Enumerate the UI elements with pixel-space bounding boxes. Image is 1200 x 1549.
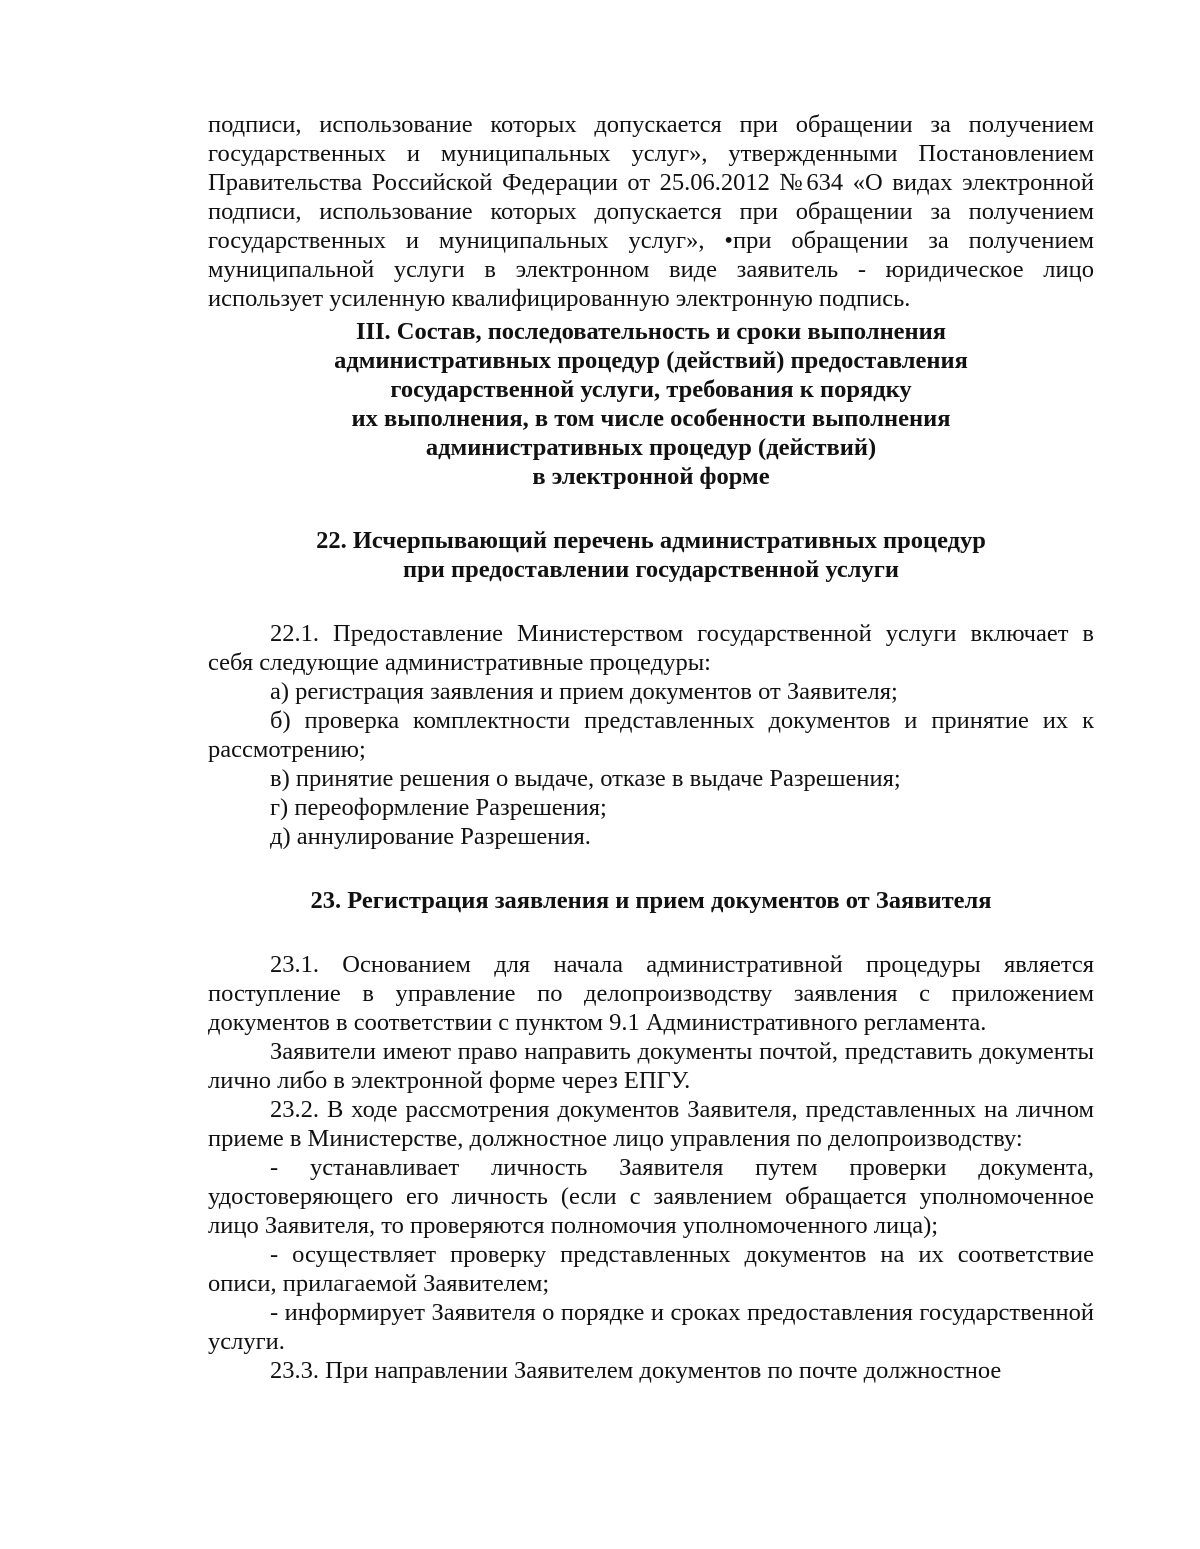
section-3-heading-line: государственной услуги, требования к порядку (390, 376, 912, 403)
section-22-heading-line: 22. Исчерпывающий перечень административных процедур (316, 527, 986, 554)
document-page (208, 110, 1094, 1385)
section-3-heading-line: в электронной форме (532, 463, 770, 490)
official-action-item: - осуществляет проверку представленных документов на их соответствие описи, прилагаемой Заявителем; (208, 1241, 1094, 1297)
paragraph-applicants-rights: Заявители имеют право направить документы почтой, представить документы лично либо в электронной форме через ЕПГУ. (208, 1038, 1094, 1094)
section-22-heading (208, 526, 1094, 584)
procedure-list-item: а) регистрация заявления и прием документов от Заявителя; (270, 678, 898, 705)
section-3-heading-line: административных процедур (действий) предоставления (334, 347, 968, 374)
paragraph-23-3: 23.3. При направлении Заявителем документов по почте должностное (270, 1357, 1002, 1384)
section-3-heading (208, 317, 1094, 491)
section-3-heading-line: административных процедур (действий) (425, 434, 877, 461)
section-3-heading-line: III. Состав, последовательность и сроки выполнения (355, 318, 947, 345)
procedure-list-item: в) принятие решения о выдаче, отказе в выдаче Разрешения; (270, 765, 901, 792)
procedure-list-item: д) аннулирование Разрешения. (270, 823, 591, 850)
intro-paragraph: подписи, использование которых допускается при обращении за получением государственных и муниципальных услуг», утвержденными Постановлением Правительства Российской Федерации от 25.06.2012 №634 «О видах электронной подписи, использование которых допускается при обращении за получением государственных и муниципальных услуг», •при обращении за получением муниципальной услуги в электронном виде заявитель - юридическое лицо использует усиленную квалифицированную электронную подпись. (208, 111, 1094, 312)
paragraph-23-1: 23.1. Основанием для начала административной процедуры является поступление в управление по делопроизводству заявления с приложением документов в соответствии с пунктом 9.1 Административного регламента. (208, 951, 1094, 1036)
section-22-heading-line: при предоставлении государственной услуги (402, 556, 900, 583)
paragraph-23-2: 23.2. В ходе рассмотрения документов Заявителя, представленных на личном приеме в Министерстве, должностное лицо управления по делопроизводству: (208, 1096, 1094, 1152)
procedure-list-item: г) переоформление Разрешения; (270, 794, 607, 821)
paragraph-22-1: 22.1. Предоставление Министерством государственной услуги включает в себя следующие административные процедуры: (208, 620, 1094, 676)
section-23-heading: 23. Регистрация заявления и прием документов от Заявителя (310, 887, 992, 914)
section-3-heading-line: их выполнения, в том числе особенности выполнения (351, 405, 951, 432)
official-action-item: - информирует Заявителя о порядке и сроках предоставления государственной услуги. (208, 1299, 1094, 1355)
procedure-list-item: б) проверка комплектности представленных документов и принятие их к рассмотрению; (208, 707, 1094, 763)
official-action-item: - устанавливает личность Заявителя путем проверки документа, удостоверяющего его личность (если с заявлением обращается уполномоченное лицо Заявителя, то проверяются полномочия уполномоченного лица); (208, 1154, 1094, 1239)
